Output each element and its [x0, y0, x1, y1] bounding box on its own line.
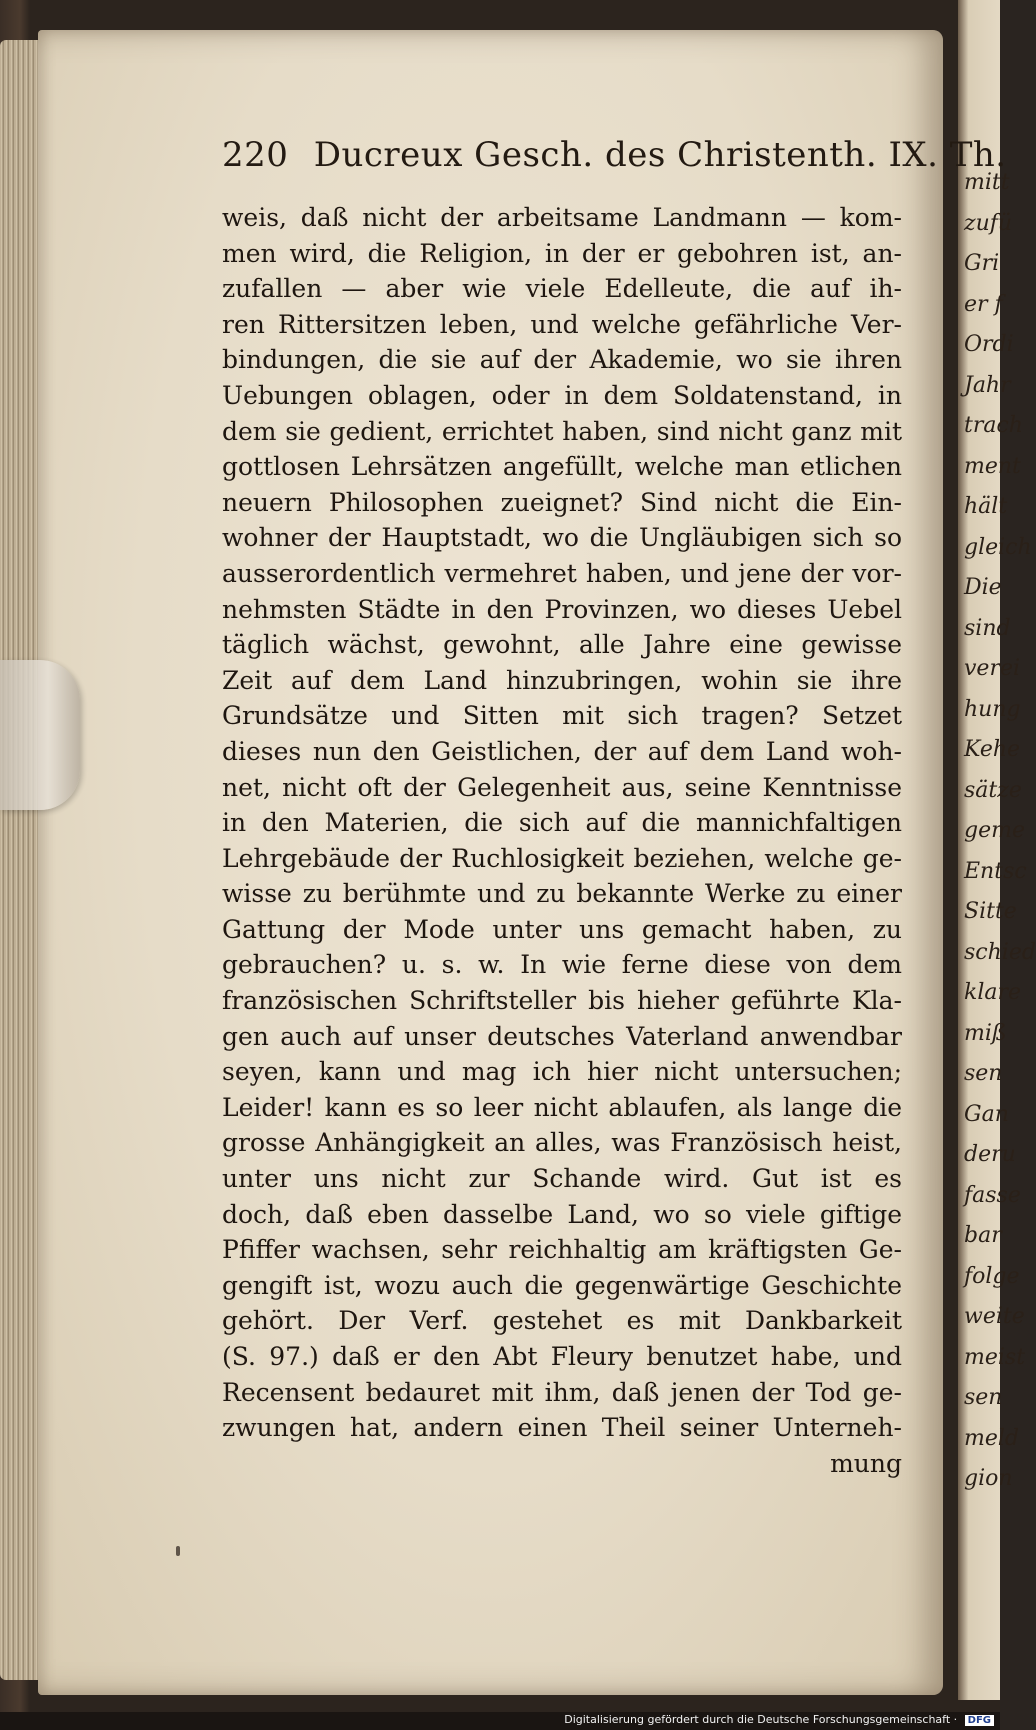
text-line: men wird, die Religion, in der er gebohren ist, an- [222, 238, 902, 268]
text-line: Lehrgebäude der Ruchlosigkeit beziehen, welche ge- [222, 843, 902, 873]
next-page-fragment: folge [964, 1263, 1020, 1289]
dfg-logo: DFG [965, 1715, 994, 1726]
text-line: weis, daß nicht der arbeitsame Landmann — kom- [222, 203, 902, 232]
text-line: täglich wächst, gewohnt, alle Jahre eine gewisse [222, 630, 902, 660]
text-line: dieses nun den Geistlichen, der auf dem Land woh- [222, 736, 902, 766]
page-number: 220 [222, 135, 289, 175]
text-line: gen auch auf unser deutsches Vaterland anwendbar [222, 1021, 902, 1051]
next-page-fragment: meist [964, 1344, 1026, 1370]
ink-mark [176, 1546, 180, 1556]
next-page-fragment: meld [964, 1425, 1019, 1451]
text-line: gengift ist, wozu auch die gegenwärtige Geschichte [222, 1270, 902, 1300]
running-title: Ducreux Gesch. des Christenth. IX. Th. [313, 135, 1007, 175]
next-page-fragment: hält [964, 494, 1008, 519]
next-page-edge [958, 0, 1036, 1700]
text-line: mung [830, 1448, 902, 1478]
next-page-fragment: miß [964, 1020, 1007, 1046]
running-header [222, 135, 1007, 175]
next-page-fragment: Ordi [964, 332, 1014, 357]
next-page-fragment: verei [964, 656, 1021, 681]
text-line: Zeit auf dem Land hinzubringen, wohin sie ihre [222, 665, 902, 695]
next-page-fragment: Sitte [964, 899, 1017, 924]
text-line: unter uns nicht zur Schande wird. Gut ist es [222, 1164, 902, 1194]
next-page-fragment: Gri [964, 251, 1000, 276]
book-fore-edge [0, 40, 42, 1680]
text-line: grosse Anhängigkeit an alles, was Französisch heist, [222, 1128, 902, 1158]
next-page-fragment: Kehe [964, 737, 1021, 762]
text-line: neuern Philosophen zueignet? Sind nicht die Ein- [222, 487, 902, 517]
page-clip [0, 660, 80, 810]
text-line: Recensent bedauret mit ihm, daß jenen der Tod ge- [222, 1377, 902, 1407]
text-line: zufallen — aber wie viele Edelleute, die auf ih- [222, 274, 902, 304]
text-line: ren Rittersitzen leben, und welche gefährliche Ver- [222, 309, 902, 339]
next-page-fragment: sen [964, 1385, 1003, 1410]
next-page-fragment: hung [964, 696, 1021, 722]
text-line: ausserordentlich vermehret haben, und jene der vor- [222, 558, 902, 588]
next-page-fragment: gleich [964, 534, 1032, 560]
text-line: gehört. Der Verf. gestehet es mit Dankbarkeit [222, 1306, 902, 1336]
text-line: net, nicht oft der Gelegenheit aus, seine Kenntnisse [222, 772, 902, 802]
next-page-fragment: sen [964, 1061, 1003, 1086]
next-page-fragment: klare [964, 980, 1022, 1005]
text-line: Uebungen oblagen, oder in dem Soldatenstand, in [222, 380, 902, 410]
text-line: Pfiffer wachsen, sehr reichhaltig am kräftigsten Ge- [222, 1235, 902, 1265]
next-page-fragment: Die [964, 575, 1002, 600]
body-text [222, 200, 902, 1481]
text-line: wohner der Hauptstadt, wo die Ungläubigen sich so [222, 523, 902, 553]
text-line: zwungen hat, andern einen Theil seiner Unterneh- [222, 1413, 902, 1443]
text-line: (S. 97.) daß er den Abt Fleury benutzet habe, und [222, 1342, 902, 1371]
next-page-fragment: sind [964, 615, 1011, 641]
next-page-fragment: geme [964, 818, 1025, 843]
text-line: Grundsätze und Sitten mit sich tragen? Setzet [222, 701, 902, 731]
text-line: wisse zu berühmte und zu bekannte Werke zu einer [222, 879, 902, 909]
next-page-fragment: Entsc [964, 858, 1027, 884]
next-page-fragment: deru [964, 1142, 1016, 1167]
next-page-fragment: Jahr [964, 372, 1011, 398]
next-page-fragment: bar [964, 1223, 1002, 1248]
text-line: nehmsten Städte in den Provinzen, wo dieses Uebel [222, 594, 902, 624]
text-line: Leider! kann es so leer nicht ablaufen, als lange die [222, 1092, 902, 1122]
next-page-fragment: trach [964, 413, 1023, 438]
next-page-fragment: er f [964, 291, 1003, 317]
digitization-credit [564, 1713, 994, 1726]
next-page-fragment: sätze [964, 777, 1022, 803]
text-line: gebrauchen? u. s. w. In wie ferne diese von dem [222, 950, 902, 980]
next-page-fragment: Gan [964, 1101, 1009, 1127]
text-line: französischen Schriftsteller bis hieher geführte Kla- [222, 986, 902, 1016]
text-line: dem sie gedient, errichtet haben, sind nicht ganz mit [222, 416, 902, 446]
credit-text: Digitalisierung gefördert durch die Deutsche Forschungsgemeinschaft · [564, 1713, 958, 1726]
text-line: gottlosen Lehrsätzen angefüllt, welche man etlichen [222, 452, 902, 482]
text-line: seyen, kann und mag ich hier nicht untersuchen; [222, 1057, 902, 1087]
next-page-fragment: gion [964, 1466, 1013, 1491]
text-line: Gattung der Mode unter uns gemacht haben, zu [222, 914, 902, 944]
next-page-fragment: ment [964, 453, 1021, 479]
next-page-fragment: mitt [964, 170, 1010, 195]
next-page-fragment: schied [964, 939, 1036, 965]
text-line: bindungen, die sie auf der Akademie, wo sie ihren [222, 345, 902, 375]
next-page-fragment: zufü [964, 210, 1013, 236]
text-line: in den Materien, die sich auf die mannichfaltigen [222, 808, 902, 838]
text-line: doch, daß eben dasselbe Land, wo so viele giftige [222, 1199, 902, 1229]
next-page-fragment: weite [964, 1304, 1025, 1329]
next-page-fragment: fasse [964, 1182, 1021, 1208]
